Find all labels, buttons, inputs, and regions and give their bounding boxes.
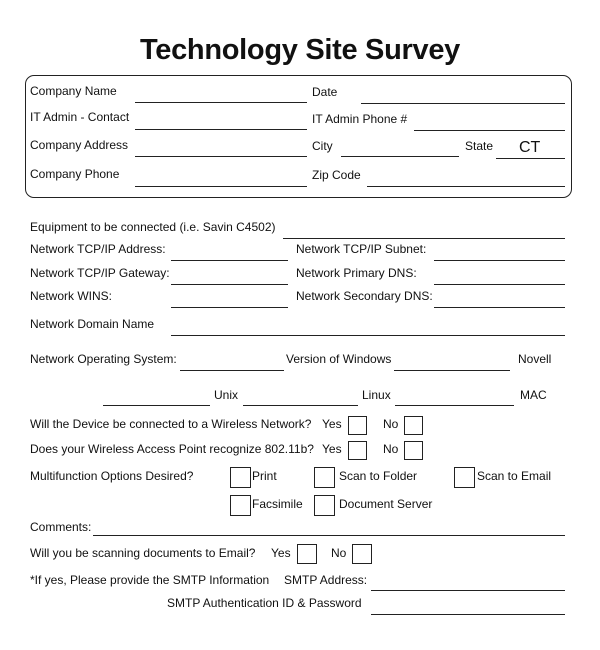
secondary-dns-label: Network Secondary DNS:: [296, 289, 433, 303]
primary-dns-field[interactable]: [434, 284, 565, 285]
city-field[interactable]: [341, 156, 459, 157]
comments-field[interactable]: [93, 535, 565, 536]
access-point-yes-checkbox[interactable]: [348, 441, 367, 460]
it-admin-phone-field[interactable]: [414, 130, 565, 131]
company-phone-label: Company Phone: [30, 167, 120, 181]
wins-field[interactable]: [171, 307, 288, 308]
scan-to-email-checkbox[interactable]: [454, 467, 475, 488]
access-point-no-checkbox[interactable]: [404, 441, 423, 460]
company-address-field[interactable]: [135, 156, 307, 157]
smtp-address-field[interactable]: [371, 590, 565, 591]
domain-name-field[interactable]: [171, 335, 565, 336]
wins-label: Network WINS:: [30, 289, 113, 303]
it-admin-contact-label: IT Admin - Contact: [30, 110, 130, 124]
smtp-auth-label: SMTP Authentication ID & Password: [167, 596, 362, 610]
company-name-label: Company Name: [30, 84, 117, 98]
linux-field[interactable]: [243, 405, 358, 406]
primary-dns-label: Network Primary DNS:: [296, 266, 417, 280]
company-phone-field[interactable]: [135, 186, 307, 187]
windows-version-field[interactable]: [394, 370, 510, 371]
state-label: State: [465, 139, 494, 153]
unix-label: Unix: [214, 388, 239, 402]
zip-code-label: Zip Code: [312, 168, 361, 182]
company-name-field[interactable]: [135, 102, 307, 103]
scanning-yes-label: Yes: [271, 546, 291, 560]
document-server-label: Document Server: [339, 497, 433, 511]
tcpip-gateway-label: Network TCP/IP Gateway:: [30, 266, 170, 280]
smtp-auth-field[interactable]: [371, 614, 565, 615]
equipment-field[interactable]: [283, 238, 565, 239]
tcpip-address-field[interactable]: [171, 260, 288, 261]
zip-code-field[interactable]: [367, 186, 565, 187]
date-field[interactable]: [361, 103, 565, 104]
equipment-label: Equipment to be connected (i.e. Savin C4502): [30, 220, 276, 234]
os-label: Network Operating System:: [30, 352, 177, 366]
scan-to-folder-label: Scan to Folder: [339, 469, 418, 483]
form-title: Technology Site Survey: [139, 34, 460, 66]
state-value[interactable]: CT: [519, 139, 541, 156]
mac-label: MAC: [520, 388, 547, 402]
wireless-no-label: No: [383, 417, 399, 431]
city-label: City: [312, 139, 333, 153]
document-server-checkbox[interactable]: [314, 495, 335, 516]
wireless-no-checkbox[interactable]: [404, 416, 423, 435]
scan-to-email-label: Scan to Email: [477, 469, 552, 483]
scanning-yes-checkbox[interactable]: [297, 544, 317, 564]
multifunction-label: Multifunction Options Desired?: [30, 469, 194, 483]
access-point-yes-label: Yes: [322, 442, 342, 456]
date-label: Date: [312, 85, 338, 99]
domain-name-label: Network Domain Name: [30, 317, 155, 331]
mac-field[interactable]: [395, 405, 514, 406]
tcpip-address-label: Network TCP/IP Address:: [30, 242, 166, 256]
scanning-no-label: No: [331, 546, 347, 560]
company-address-label: Company Address: [30, 138, 129, 152]
it-admin-phone-label: IT Admin Phone #: [312, 112, 408, 126]
tcpip-gateway-field[interactable]: [171, 284, 288, 285]
scanning-no-checkbox[interactable]: [352, 544, 372, 564]
os-field[interactable]: [180, 370, 284, 371]
facsimile-label: Facsimile: [252, 497, 303, 511]
tcpip-subnet-field[interactable]: [434, 260, 565, 261]
unix-field[interactable]: [103, 405, 210, 406]
tcpip-subnet-label: Network TCP/IP Subnet:: [296, 242, 427, 256]
novell-label: Novell: [518, 352, 552, 366]
access-point-question: Does your Wireless Access Point recognize 802.11b?: [30, 442, 314, 456]
wireless-yes-checkbox[interactable]: [348, 416, 367, 435]
scan-to-folder-checkbox[interactable]: [314, 467, 335, 488]
smtp-address-label: SMTP Address:: [284, 573, 368, 587]
state-field[interactable]: [496, 158, 565, 159]
smtp-info-note: *If yes, Please provide the SMTP Information: [30, 573, 270, 587]
wireless-network-question: Will the Device be connected to a Wireless Network?: [30, 417, 312, 431]
access-point-no-label: No: [383, 442, 399, 456]
print-label: Print: [252, 469, 277, 483]
secondary-dns-field[interactable]: [434, 307, 565, 308]
it-admin-contact-field[interactable]: [135, 129, 307, 130]
scanning-question: Will you be scanning documents to Email?: [30, 546, 256, 560]
print-checkbox[interactable]: [230, 467, 251, 488]
wireless-yes-label: Yes: [322, 417, 342, 431]
linux-label: Linux: [362, 388, 391, 402]
windows-version-label: Version of Windows: [286, 352, 392, 366]
comments-label: Comments:: [30, 520, 92, 534]
facsimile-checkbox[interactable]: [230, 495, 251, 516]
